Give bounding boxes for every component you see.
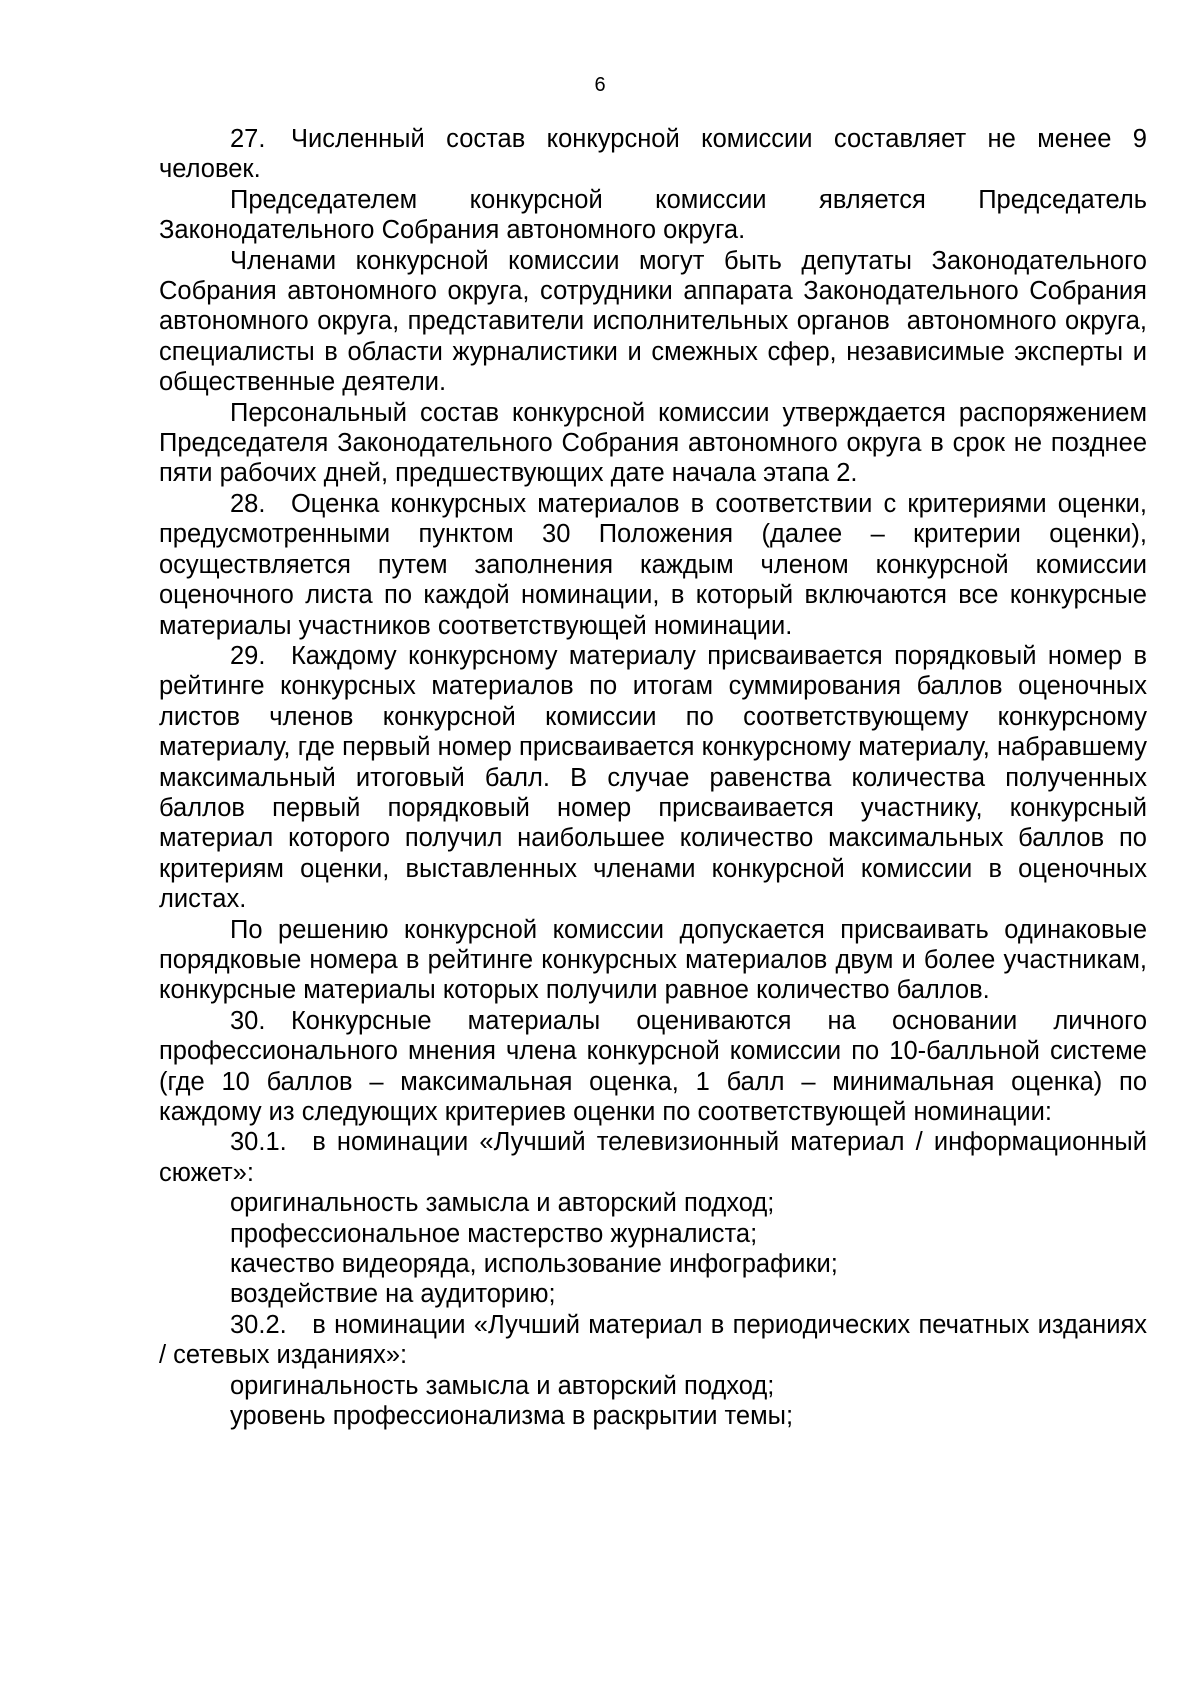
paragraph-30: 30. Конкурсные материалы оцениваются на основании личного профессионального мнения члена конкурсной комиссии по 10-балльной системе (где 10 баллов – максимальная оценка, 1 балл – минимальная оценка) по каждому из следующих критериев оценки по соответствующей номинации: [159,1006,1147,1126]
page-number: 6 [594,74,606,96]
paragraph-28: 28. Оценка конкурсных материалов в соответствии с критериями оценки, предусмотренными пунктом 30 Положения (далее – критерии оценки), осуществляется путем заполнения каждым членом конкурсной комиссии оценочного листа по каждой номинации, в который включаются все конкурсные материалы участников соответствующей номинации. [159,489,1147,640]
criterion-item: воздействие на аудиторию; [230,1280,556,1309]
paragraph-personal-composition: Персональный состав конкурсной комиссии утверждается распоряжением Председателя Законодательного Собрания автономного округа в срок не позднее пяти рабочих дней, предшествующих дате начала этапа 2. [159,398,1147,488]
criterion-item: оригинальность замысла и авторский подход; [230,1189,775,1218]
criterion-item: качество видеоряда, использование инфографики; [230,1250,838,1279]
criterion-item: уровень профессионализма в раскрытии темы; [230,1402,794,1431]
paragraph-members: Членами конкурсной комиссии могут быть депутаты Законодательного Собрания автономного округа, сотрудники аппарата Законодательного Собрания автономного округа, представители исполнительных органов автономного округа, специалисты в области журналистики и смежных сфер, независимые эксперты и общественные деятели. [159,246,1147,397]
paragraph-30-1: 30.1. в номинации «Лучший телевизионный материал / информационный сюжет»: [159,1128,1147,1187]
document-body [159,124,1147,1431]
paragraph-29: 29. Каждому конкурсному материалу присваивается порядковый номер в рейтинге конкурсных материалов по итогам суммирования баллов оценочных листов членов конкурсной комиссии по соответствующему конкурсному материалу, где первый номер присваивается конкурсному материалу, набравшему максимальный итоговый балл. В случае равенства количества полученных баллов первый порядковый номер присваивается участнику, конкурсный материал которого получил наибольшее количество максимальных баллов по критериям оценки, выставленных членами конкурсной комиссии в оценочных листах. [159,641,1147,914]
criterion-item: профессиональное мастерство журналиста; [230,1219,758,1248]
paragraph-27: 27. Численный состав конкурсной комиссии составляет не менее 9 человек. [159,125,1147,184]
paragraph-30-2: 30.2. в номинации «Лучший материал в периодических печатных изданиях / сетевых изданиях»: [159,1310,1147,1370]
paragraph-chairman: Председателем конкурсной комиссии является Председатель Законодательного Собрания автономного округа. [159,185,1147,245]
paragraph-equal-ranks: По решению конкурсной комиссии допускается присваивать одинаковые порядковые номера в рейтинге конкурсных материалов двум и более участникам, конкурсные материалы которых получили равное количество баллов. [159,915,1147,1005]
criterion-item: оригинальность замысла и авторский подход; [230,1371,775,1400]
